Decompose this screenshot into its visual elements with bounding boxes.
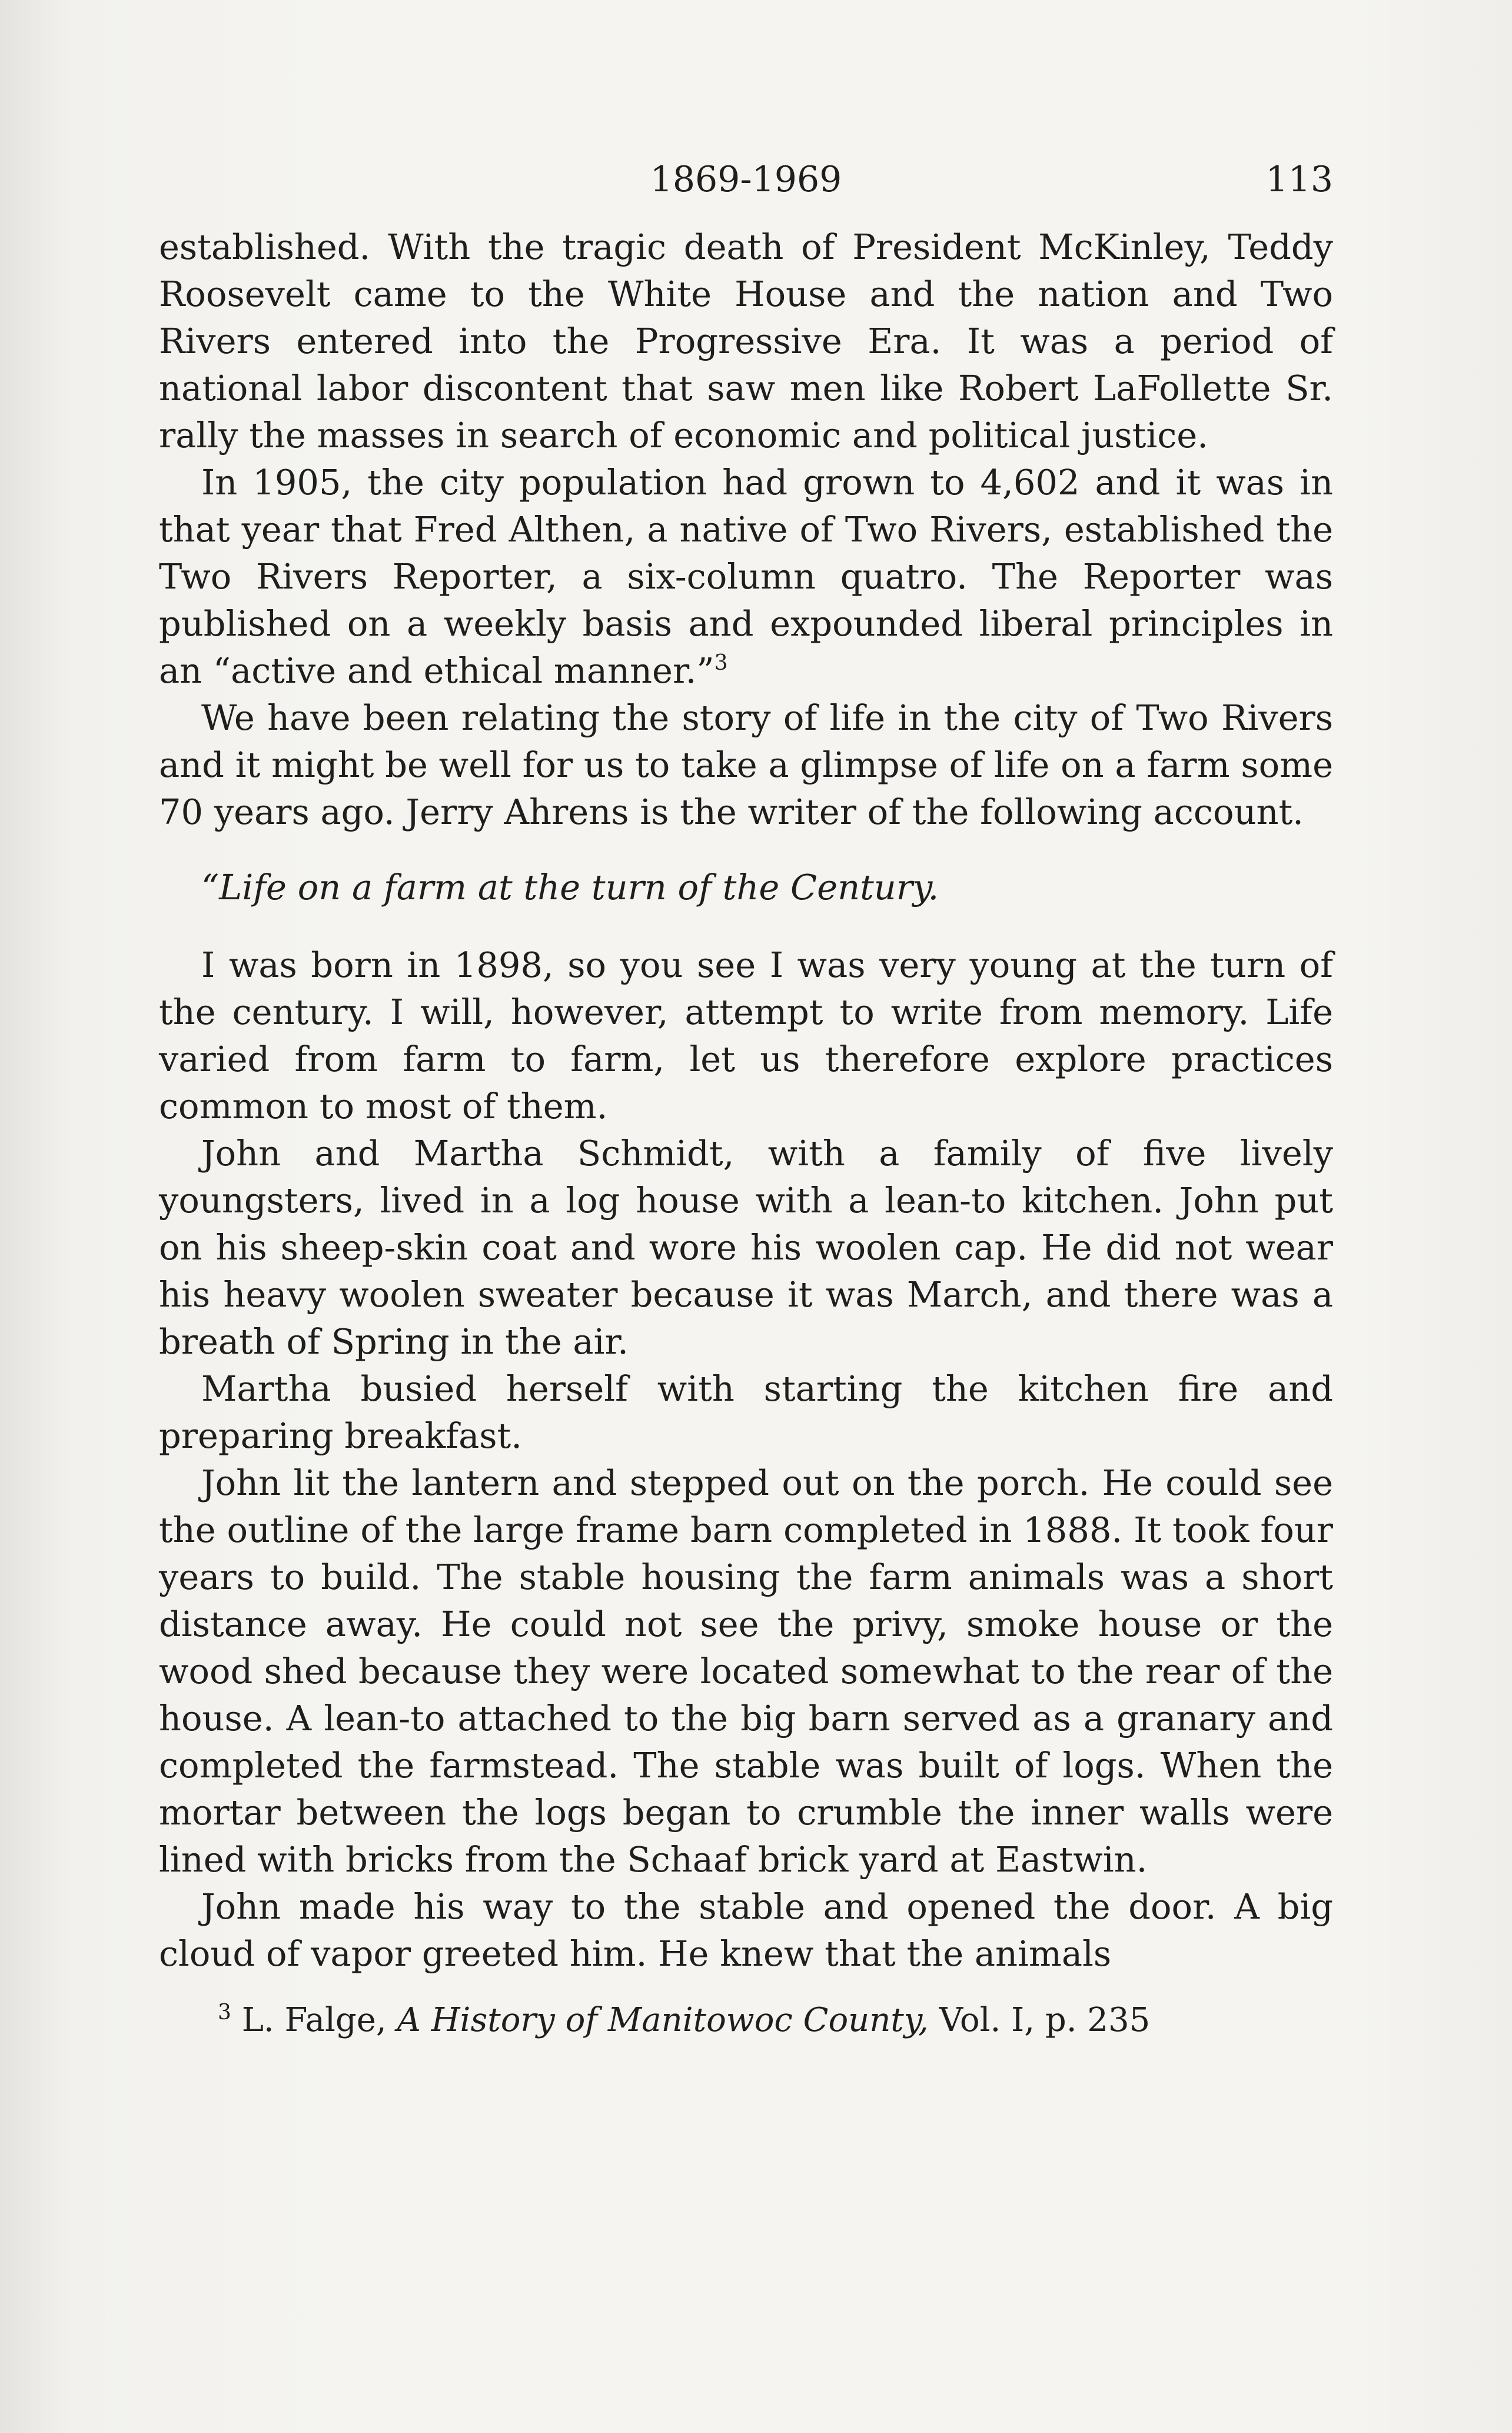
footnote-book-title: A History of Manitowoc County, xyxy=(397,2001,929,2039)
paragraph-2 xyxy=(159,459,1333,694)
body-text xyxy=(159,224,1333,1977)
quote-heading: “Life on a farm at the turn of the Century. xyxy=(201,867,939,908)
footnote-citation: Vol. I, p. 235 xyxy=(939,2001,1151,2039)
paragraph-5: John and Martha Schmidt, with a family of five lively youngsters, lived in a log house with a lean-to kitchen. John put on his sheep-skin coat and wore his woolen cap. He did not wear his heavy woolen sweater because it was March, and there was a breath of Spring in the air. xyxy=(159,1133,1333,1362)
running-header xyxy=(159,159,1333,224)
paragraph-2-text: In 1905, the city population had grown to 4,602 and it was in that year that Fred Althen, a native of Two Rivers, established the Two Rivers Reporter, a six-column quatro. The Reporter was published on a weekly basis and expounded liberal principles in an “active and ethical manner.” xyxy=(159,462,1333,691)
footnote-author: L. Falge, xyxy=(241,2001,387,2039)
paragraph-8: John made his way to the stable and opened the door. A big cloud of vapor greeted him. He knew that the animals xyxy=(159,1886,1333,1974)
paragraph-1: established. With the tragic death of President McKinley, Teddy Roosevelt came to the White House and the nation and Two Rivers entered into the Progressive Era. It was a period of national labor discontent that saw men like Robert LaFollette Sr. rally the masses in search of economic and political justice. xyxy=(159,227,1333,456)
footnote xyxy=(159,2000,1333,2041)
header-title: 1869-1969 xyxy=(650,159,842,200)
paragraph-7: John lit the lantern and stepped out on the porch. He could see the outline of the large frame barn completed in 1888. It took four years to build. The stable housing the farm animals was a short distance away. He could not see the privy, smoke house or the wood shed because they were located somewhat to the rear of the house. A lean-to attached to the big barn served as a granary and completed the farmstead. The stable was built of logs. When the mortar between the logs began to crumble the inner walls were lined with bricks from the Schaaf brick yard at Eastwin. xyxy=(159,1463,1333,1880)
page-number: 113 xyxy=(1265,159,1333,200)
footnote-mark: 3 xyxy=(218,2000,231,2025)
book-page xyxy=(159,159,1333,2041)
footnote-reference: 3 xyxy=(714,651,728,675)
paragraph-3: We have been relating the story of life in the city of Two Rivers and it might be well for us to take a glimpse of life on a farm some 70 years ago. Jerry Ahrens is the writer of the following account. xyxy=(159,697,1333,832)
paragraph-4: I was born in 1898, so you see I was very young at the turn of the century. I will, however, attempt to write from memory. Life varied from farm to farm, let us therefore explore practices common to most of them. xyxy=(159,945,1333,1126)
paragraph-6: Martha busied herself with starting the kitchen fire and preparing breakfast. xyxy=(159,1368,1333,1456)
